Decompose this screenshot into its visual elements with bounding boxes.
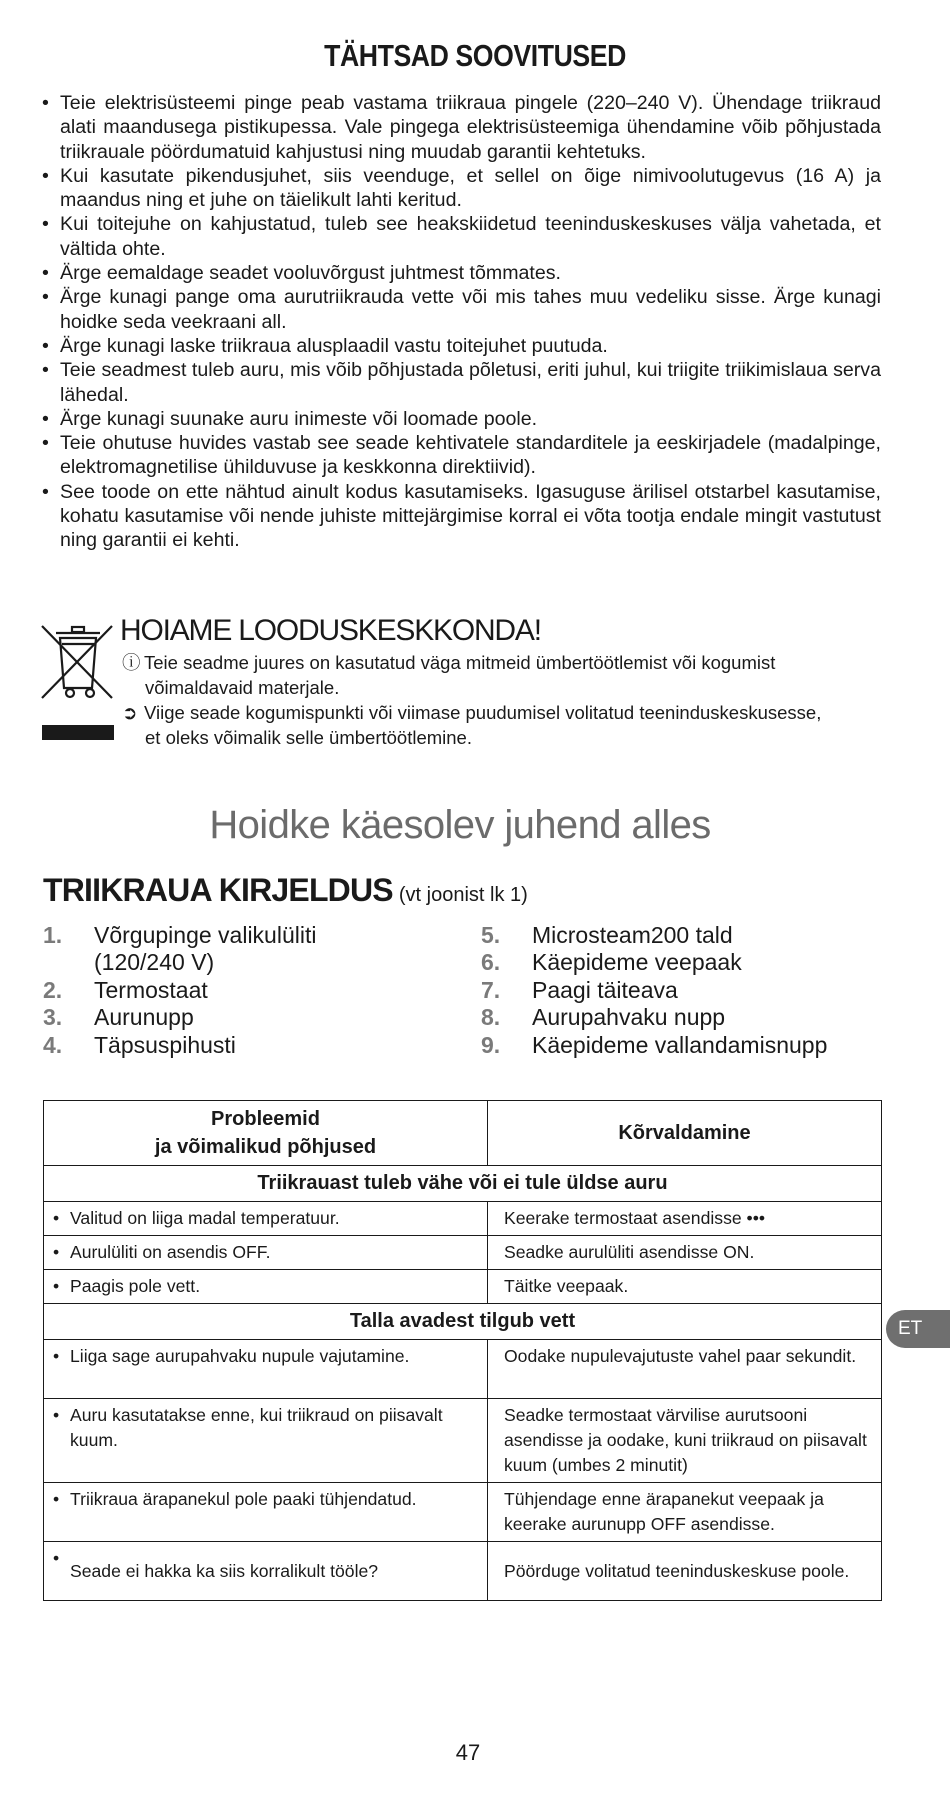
part-item <box>43 922 463 977</box>
recommendations-list <box>42 91 881 553</box>
language-tab: ET <box>886 1310 950 1348</box>
description-subtitle: (vt joonist lk 1) <box>398 884 528 906</box>
recommendation-item: • Ärge kunagi laske triikraua alusplaadil vastu toitejuhet puutuda. <box>42 334 881 358</box>
solution-cell: Oodake nupulevajutuste vahel paar sekundit. <box>488 1340 882 1399</box>
solution-cell: Tühjendage enne ärapanekut veepaak ja keerake aurunupp OFF asendisse. <box>488 1483 882 1542</box>
environment-recycle-line: Viige seade kogumispunkti või viimase puudumisel volitatud teeninduskeskusesse, <box>144 702 822 723</box>
description-title <box>43 872 528 909</box>
solution-cell: Seadke termostaat värvilise aurutsooni asendisse ja oodake, kuni triikraud on piisavalt kuum (umbes 2 minutit) <box>488 1399 882 1483</box>
header-solution: Kõrvaldamine <box>488 1101 882 1166</box>
table-row <box>44 1202 882 1236</box>
environment-recycle-line: et oleks võimalik selle ümbertöötlemine. <box>145 727 472 748</box>
problem-cell: • Auru kasutatakse enne, kui triikraud on piisavalt kuum. <box>44 1399 488 1483</box>
environment-info-note <box>122 650 892 700</box>
part-number: 5. <box>481 922 501 948</box>
recommendation-item: • Teie ohutuse huvides vastab see seade kehtivatele standarditele ja eeskirjadele (madalpinge, elektromagnetilise ühilduvuse ja keskkonna direktiivid). <box>42 431 881 480</box>
part-label: Käepideme veepaak <box>532 949 742 976</box>
troubleshooting-table <box>43 1100 882 1601</box>
recommendation-item: • Teie seadmest tuleb auru, mis võib põhjustada põletusi, eriti juhul, kui triigite triikimislaua serva lähedal. <box>42 358 881 407</box>
part-number: 8. <box>481 1004 501 1031</box>
part-label: Täpsuspihusti <box>94 1031 236 1058</box>
part-item <box>43 1032 463 1059</box>
parts-list-left <box>43 922 463 1059</box>
table-row <box>44 1399 882 1483</box>
recommendation-item: • Kui kasutate pikendusjuhet, siis veenduge, et sellel on õige nimivoolutugevus (16 A) ja maandus ning et juhe on täielikult lahti keritud. <box>42 164 881 213</box>
table-row <box>44 1270 882 1304</box>
part-item <box>481 922 901 949</box>
part-number: 7. <box>481 976 501 1003</box>
part-item <box>481 1032 901 1059</box>
table-row <box>44 1236 882 1270</box>
parts-list-right <box>481 922 901 1059</box>
problem-cell: • Aurulüliti on asendis OFF. <box>44 1236 488 1270</box>
description-heading: TRIIKRAUA KIRJELDUS <box>43 872 393 908</box>
solution-cell: Täitke veepaak. <box>488 1270 882 1304</box>
part-label: Aurunupp <box>94 1004 194 1031</box>
table-row <box>44 1483 882 1542</box>
part-number: 1. <box>43 922 63 948</box>
part-number: 4. <box>43 1031 63 1058</box>
table-row <box>44 1542 882 1601</box>
recommendation-item: • Ärge eemaldage seadet vooluvõrgust juhtmest tõmmates. <box>42 261 881 285</box>
part-label: Käepideme vallandamisnupp <box>532 1031 828 1058</box>
keep-manual-heading: Hoidke käesolev juhend alles <box>209 803 711 847</box>
page-number: 47 <box>455 1740 481 1765</box>
crossed-out-bin-icon <box>40 624 118 742</box>
recommendation-item: • Ärge kunagi suunake auru inimeste või loomade poole. <box>42 407 881 431</box>
section-heading: Talla avadest tilgub vett <box>44 1304 882 1340</box>
problem-cell: • Seade ei hakka ka siis korralikult tööle? <box>44 1542 488 1601</box>
part-item <box>43 977 463 1004</box>
recommendation-item: • Kui toitejuhe on kahjustatud, tuleb see heakskiidetud teeninduskeskuses välja vahetada, et vältida ohte. <box>42 212 881 261</box>
part-item <box>481 949 901 976</box>
table-section-row <box>44 1304 882 1340</box>
solution-cell: Keerake termostaat asendisse ••• <box>488 1202 882 1236</box>
part-label: Termostaat <box>94 976 208 1003</box>
problem-cell: • Paagis pole vett. <box>44 1270 488 1304</box>
recommendation-item: • See toode on ette nähtud ainult kodus kasutamiseks. Igasuguse ärilisel otstarbel kasutamise, kohatu kasutamise või nende juhiste mittejärgimise korral ei võta tootja endale mingit vastutust ning garantii ei kehti. <box>42 480 881 553</box>
part-number: 9. <box>481 1031 501 1058</box>
recommendation-item: • Ärge kunagi pange oma aurutriikrauda vette või mis tahes muu vedeliku sisse. Ärge kunagi hoidke seda veekraani all. <box>42 285 881 334</box>
table-header-row <box>44 1101 882 1166</box>
table-row <box>44 1340 882 1399</box>
problem-cell: • Liiga sage aurupahvaku nupule vajutamine. <box>44 1340 488 1399</box>
arrow-icon: ➲ <box>122 702 138 723</box>
page-title: TÄHTSAD SOOVITUSED <box>324 38 626 73</box>
header-problems: Probleemid ja võimalikud põhjused <box>44 1101 488 1166</box>
environment-info-line: Teie seadme juures on kasutatud väga mitmeid ümbertöötlemist või kogumist <box>144 652 776 673</box>
part-item <box>43 1004 463 1031</box>
recommendation-item: • Teie elektrisüsteemi pinge peab vastama triikraua pingele (220–240 V). Ühendage triikraud alati maandusega pistikupessa. Vale pingega elektrisüsteemiga ühendamine võib põhjustada triikrauale pöördumatuid kahjustusi ning muudab garantii kehtetuks. <box>42 91 881 164</box>
part-label: Võrgupinge valikulüliti (120/240 V) <box>94 922 317 976</box>
part-label: Microsteam200 tald <box>532 922 733 948</box>
solution-cell: Pöörduge volitatud teeninduskeskuse poole. <box>488 1542 882 1601</box>
part-number: 6. <box>481 949 501 976</box>
environment-info-line: võimaldavaid materjale. <box>145 677 340 698</box>
part-label: Aurupahvaku nupp <box>532 1004 726 1031</box>
info-icon: ⓘ <box>122 652 141 673</box>
part-number: 3. <box>43 1004 63 1031</box>
solution-cell: Seadke aurulüliti asendisse ON. <box>488 1236 882 1270</box>
part-item <box>481 977 901 1004</box>
part-number: 2. <box>43 976 63 1003</box>
problem-cell: • Triikraua ärapanekul pole paaki tühjendatud. <box>44 1483 488 1542</box>
problem-cell: • Valitud on liiga madal temperatuur. <box>44 1202 488 1236</box>
section-heading: Triikrauast tuleb vähe või ei tule üldse auru <box>44 1166 882 1202</box>
part-label: Paagi täiteava <box>532 976 678 1003</box>
table-section-row <box>44 1166 882 1202</box>
part-item <box>481 1004 901 1031</box>
environment-recycle-note <box>122 700 892 750</box>
environment-heading: HOIAME LOODUSKESKKONDA! <box>120 614 541 647</box>
